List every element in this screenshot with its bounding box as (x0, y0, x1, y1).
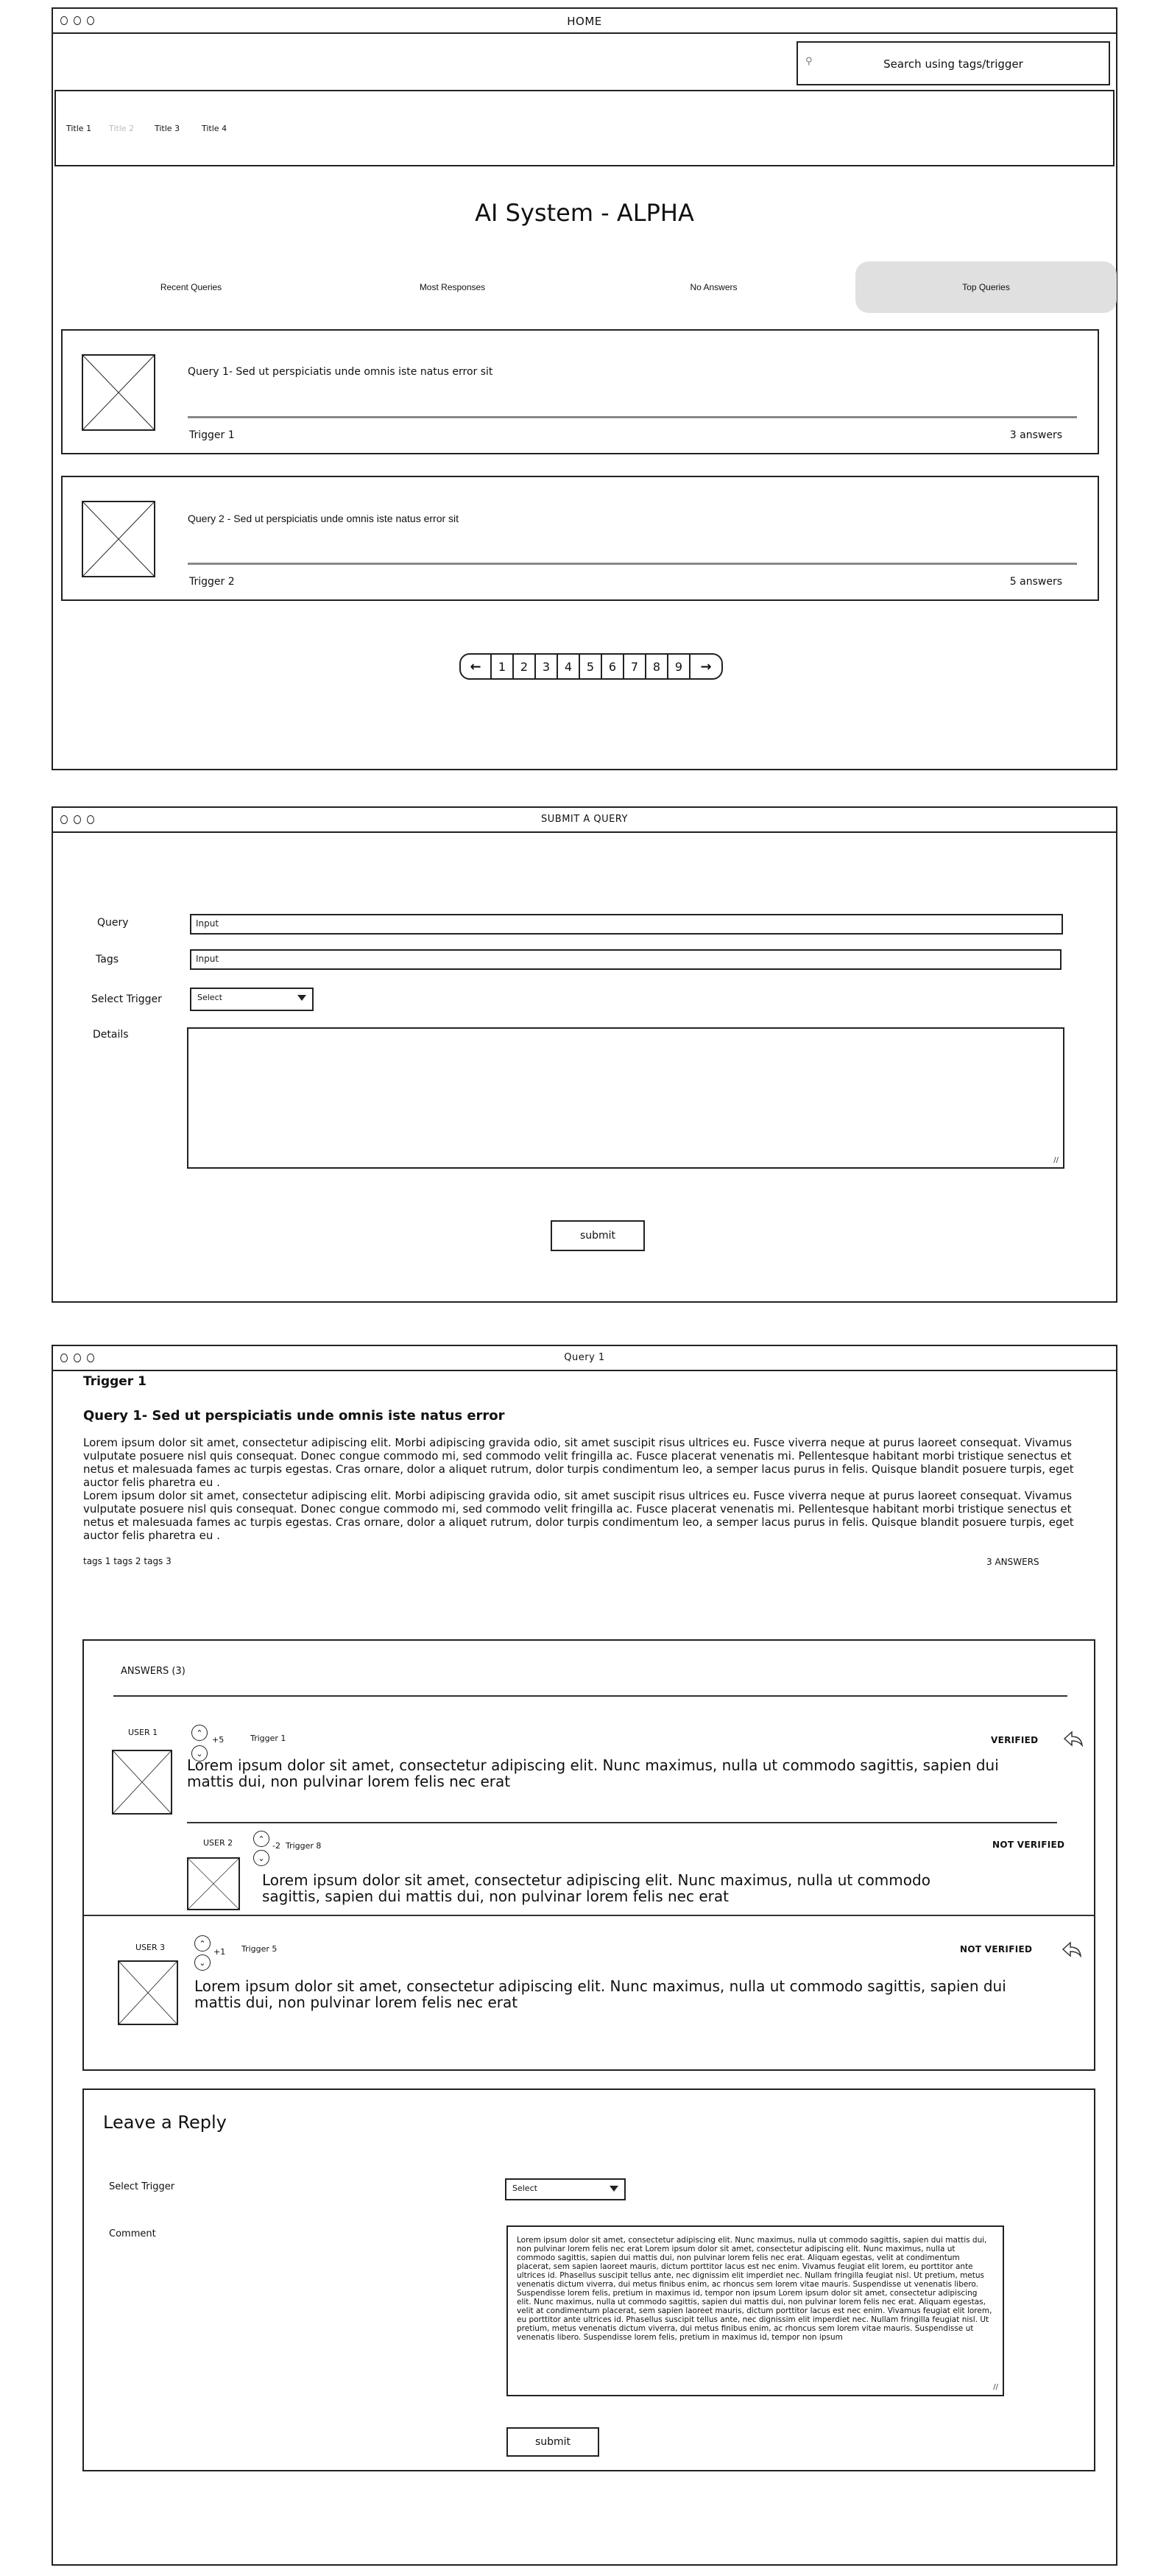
home-titlebar (53, 9, 1116, 34)
details-label: Details (93, 1029, 129, 1041)
reply-trigger-label: Select Trigger (109, 2181, 175, 2192)
downvote-button[interactable]: ⌄ (253, 1850, 269, 1866)
verification-status: VERIFIED (991, 1735, 1039, 1745)
query-input[interactable]: Input (190, 914, 1063, 935)
reply-submit-button[interactable]: submit (506, 2427, 599, 2457)
tab-recent-queries[interactable]: Recent Queries (160, 282, 222, 292)
query-heading: Query 1- Sed ut perspiciatis unde omnis iste natus error (83, 1408, 505, 1424)
avatar (118, 1960, 178, 2025)
submit-query-window (52, 806, 1117, 1303)
query-card[interactable] (61, 329, 1099, 454)
divider (188, 416, 1077, 418)
query-card[interactable] (61, 476, 1099, 601)
answer-text: Lorem ipsum dolor sit amet, consectetur adipiscing elit. Nunc maximus, nulla ut commodo sagittis, sapien dui mattis dui, non pulvinar lorem felis nec erat (187, 1756, 999, 1790)
reply-icon[interactable] (1062, 1941, 1082, 1957)
nav-item-title-2[interactable]: Title 2 (109, 124, 135, 133)
comment-textarea[interactable] (506, 2225, 1004, 2396)
downvote-button[interactable]: ⌄ (191, 1745, 208, 1762)
answer-score: +1 (213, 1947, 226, 1957)
answer-user: USER 1 (128, 1728, 158, 1737)
answer-text: Lorem ipsum dolor sit amet, consectetur adipiscing elit. Nunc maximus, nulla ut commodo sagittis, sapien dui mattis dui, non pulvinar lorem felis nec erat (262, 1871, 930, 1905)
answer-trigger[interactable]: Trigger 1 (250, 1734, 286, 1743)
page-button[interactable]: 7 (624, 655, 646, 678)
query-image-placeholder (82, 501, 155, 577)
tab-top-queries[interactable]: Top Queries (855, 261, 1117, 313)
reply-icon[interactable] (1063, 1731, 1084, 1747)
search-input[interactable] (797, 41, 1110, 85)
upvote-button[interactable]: ⌃ (194, 1935, 211, 1952)
next-page-button[interactable]: → (700, 658, 712, 675)
reply-heading: Leave a Reply (103, 2112, 227, 2133)
answer-item (84, 1918, 1094, 2028)
query-trigger-heading: Trigger 1 (83, 1374, 146, 1389)
page-button[interactable]: 8 (646, 655, 668, 678)
page-title: AI System - ALPHA (475, 199, 694, 227)
query-tags[interactable]: tags 1 tags 2 tags 3 (83, 1556, 172, 1566)
answer-count: 3 answers (1009, 429, 1062, 441)
details-textarea[interactable] (187, 1027, 1064, 1169)
answer-score: +5 (212, 1735, 225, 1745)
comment-label: Comment (109, 2228, 156, 2239)
verification-status: NOT VERIFIED (992, 1840, 1065, 1850)
query-titlebar (53, 1346, 1116, 1371)
page-button[interactable]: 5 (580, 655, 602, 678)
query-body-paragraph: Lorem ipsum dolor sit amet, consectetur adipiscing elit. Morbi adipiscing gravida odio, sit amet suscipit risus ultrices eu. Fusce viverra neque at purus laoreet consequat. Vivamus vulputate posuere nisl quis consequat. Donec congue commodo mi, sed commodo velit fringilla ac. Fusce placerat venenatis mi. Pellentesque habitant morbi tristique senectus et netus et malesuada fames ac turpis egestas. Cras ornare, dolor a aliquet rutrum, dolor turpis condimentum leo, a semper lacus purus in felis. Quisque blandit posuere turpis, eget auctor felis pharetra eu . (83, 1489, 1074, 1542)
tab-most-responses[interactable]: Most Responses (419, 282, 486, 292)
reply-panel (82, 2088, 1095, 2471)
tags-label: Tags (96, 954, 119, 965)
query-title[interactable]: Query 1- Sed ut perspiciatis unde omnis iste natus error sit (188, 366, 493, 378)
answer-trigger[interactable]: Trigger 8 (286, 1841, 322, 1851)
chevron-down-icon (297, 995, 306, 1001)
nav-item-title-4[interactable]: Title 4 (202, 124, 227, 133)
query-trigger[interactable]: Trigger 1 (189, 429, 235, 441)
submit-button[interactable]: submit (551, 1220, 645, 1251)
avatar (112, 1750, 172, 1815)
avatar (187, 1857, 240, 1910)
page-button[interactable]: 3 (536, 655, 558, 678)
answer-user: USER 2 (203, 1838, 233, 1848)
upvote-button[interactable]: ⌃ (191, 1725, 208, 1741)
divider (84, 1915, 1094, 1916)
page-button[interactable]: 1 (492, 655, 514, 678)
select-value: Select (512, 2183, 537, 2193)
downvote-button[interactable]: ⌄ (194, 1954, 211, 1971)
page-button[interactable]: 4 (558, 655, 580, 678)
search-placeholder: Search using tags/trigger (883, 57, 1023, 71)
answer-item (84, 1714, 1094, 1817)
query-image-placeholder (82, 354, 155, 431)
trigger-select[interactable] (190, 988, 314, 1011)
query-trigger[interactable]: Trigger 2 (189, 576, 235, 588)
answer-text: Lorem ipsum dolor sit amet, consectetur adipiscing elit. Nunc maximus, nulla ut commodo sagittis, sapien dui mattis dui, non pulvinar lorem felis nec erat (194, 1977, 1006, 2011)
tags-input[interactable]: Input (190, 949, 1062, 970)
page-button[interactable]: 2 (514, 655, 536, 678)
answer-item (84, 1825, 1094, 1913)
nav-item-title-1[interactable]: Title 1 (66, 124, 92, 133)
pagination (459, 653, 723, 680)
window-title: Query 1 (564, 1352, 605, 1363)
reply-trigger-select[interactable] (505, 2178, 626, 2200)
chevron-down-icon (610, 2186, 618, 2192)
answers-heading: ANSWERS (3) (121, 1666, 186, 1677)
query-title[interactable]: Query 2 - Sed ut perspiciatis unde omnis iste natus error sit (188, 513, 459, 524)
tab-no-answers[interactable]: No Answers (690, 282, 738, 292)
answer-total: 3 ANSWERS (986, 1557, 1039, 1567)
upvote-button[interactable]: ⌃ (253, 1831, 269, 1847)
search-icon: ⚲ (805, 56, 813, 67)
nav-item-title-3[interactable]: Title 3 (155, 124, 180, 133)
answer-score: -2 (272, 1841, 280, 1851)
answer-count: 5 answers (1009, 576, 1062, 588)
nav-bar (54, 90, 1115, 166)
comment-value: Lorem ipsum dolor sit amet, consectetur adipiscing elit. Nunc maximus, nulla ut commodo sagittis, sapien dui mattis dui, non pulvinar lorem felis nec erat Lorem ipsum dolor sit amet, consectetur adipiscing elit. Nunc maximus, nulla ut commodo sagittis, sapien dui mattis dui, non pulvinar lorem felis nec erat. Aliquam egestas, velit at condimentum placerat, sem sapien laoreet mauris, dictum porttitor lacus est nec enim. Vivamus feugiat elit lorem, eu porttitor ante ultrices id. Phasellus suscipit tellus ante, nec dignissim elit imperdiet nec. Nullam fringilla feugiat nisl. Ut pretium, metus venenatis dictum viverra, dui metus finibus enim, ac rhoncus sem lorem vitae mauris. Suspendisse ut venenatis libero. Suspendisse lorem felis, pretium in maximus id, tempor non ipsum Lorem ipsum dolor sit amet, consectetur adipiscing elit. Nunc maximus, nulla ut commodo sagittis, sapien dui mattis dui, non pulvinar lorem felis nec erat. Aliquam egestas, velit at condimentum placerat, sem sapien laoreet mauris, dictum porttitor lacus est nec enim. Vivamus feugiat elit lorem, eu porttitor ante ultrices id. Phasellus suscipit tellus ante, nec dignissim elit imperdiet nec. Nullam fringilla feugiat nisl. Ut pretium, metus venenatis dictum viverra, dui metus finibus enim, ac rhoncus sem lorem vitae mauris. Suspendisse ut venenatis libero. Suspendisse lorem felis, pretium in maximus id, tempor non ipsum (517, 2236, 992, 2342)
divider (188, 563, 1077, 565)
select-value: Select (197, 993, 222, 1002)
page-button[interactable]: 6 (602, 655, 624, 678)
answer-trigger[interactable]: Trigger 5 (241, 1944, 278, 1954)
verification-status: NOT VERIFIED (960, 1944, 1033, 1954)
window-title: HOME (567, 15, 602, 28)
query-body-paragraph: Lorem ipsum dolor sit amet, consectetur adipiscing elit. Morbi adipiscing gravida odio, sit amet suscipit risus ultrices eu. Fusce viverra neque at purus laoreet consequat. Vivamus vulputate posuere nisl quis consequat. Donec congue commodo mi, sed commodo velit fringilla ac. Fusce placerat venenatis mi. Pellentesque habitant morbi tristique senectus et netus et malesuada fames ac turpis egestas. Cras ornare, dolor a aliquet rutrum, dolor turpis condimentum leo, a semper lacus purus in felis. Quisque blandit posuere turpis, eget auctor felis pharetra eu . (83, 1436, 1074, 1489)
answer-user: USER 3 (135, 1943, 166, 1952)
resize-grip-icon[interactable]: // (1053, 1156, 1059, 1164)
resize-grip-icon[interactable]: // (993, 2383, 998, 2391)
answers-panel (82, 1639, 1095, 2071)
divider (113, 1695, 1067, 1697)
divider (187, 1822, 1057, 1823)
select-trigger-label: Select Trigger (91, 993, 162, 1005)
page-button[interactable]: 9 (668, 655, 690, 678)
query-label: Query (97, 917, 129, 929)
window-title: SUBMIT A QUERY (541, 814, 628, 825)
submit-titlebar (53, 808, 1116, 833)
prev-page-button[interactable]: ← (461, 655, 492, 678)
